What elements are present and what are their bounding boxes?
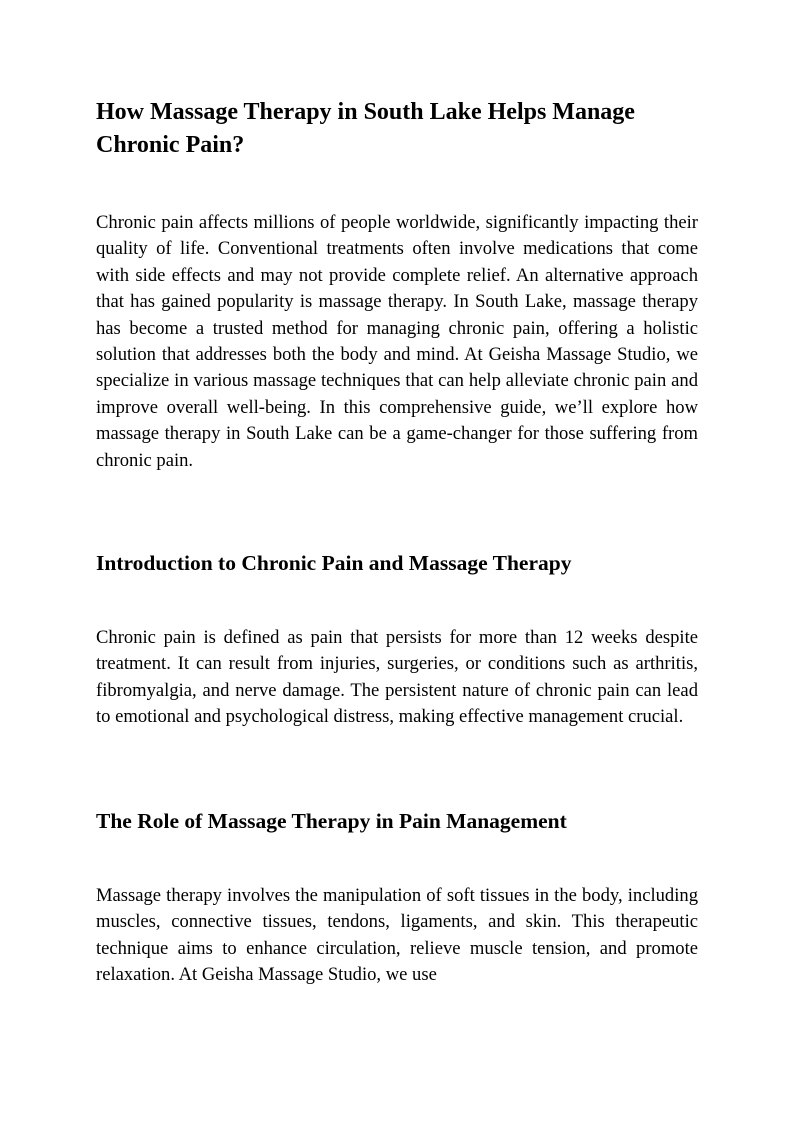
intro-paragraph: Chronic pain affects millions of people worldwide, significantly impacting their quality of life. Conventional treatments often involve medications that come with side effects and may not provide complete relief. An alternative approach that has gained popularity is massage therapy. In South Lake, massage therapy has become a trusted method for managing chronic pain, offering a holistic solution that addresses both the body and mind. At Geisha Massage Studio, we specialize in various massage techniques that can help alleviate chronic pain and improve overall well-being. In this comprehensive guide, we’ll explore how massage therapy in South Lake can be a game-changer for those suffering from chronic pain. [96,212,698,471]
section-heading-intro: Introduction to Chronic Pain and Massage Therapy [96,551,572,575]
section-body-intro: Chronic pain is defined as pain that persists for more than 12 weeks despite treatment. It can result from injuries, surgeries, or conditions such as arthritis, fibromyalgia, and nerve damage. The persistent nature of chronic pain can lead to emotional and psychological distress, making effective management crucial. [96,627,698,728]
section-body-role: Massage therapy involves the manipulation of soft tissues in the body, including muscles, connective tissues, tendons, ligaments, and skin. This therapeutic technique aims to enhance circulation, relieve muscle tension, and promote relaxation. At Geisha Massage Studio, we use [96,885,698,986]
section-heading-role: The Role of Massage Therapy in Pain Management [96,809,567,833]
document-title: How Massage Therapy in South Lake Helps Manage Chronic Pain? [96,99,635,158]
